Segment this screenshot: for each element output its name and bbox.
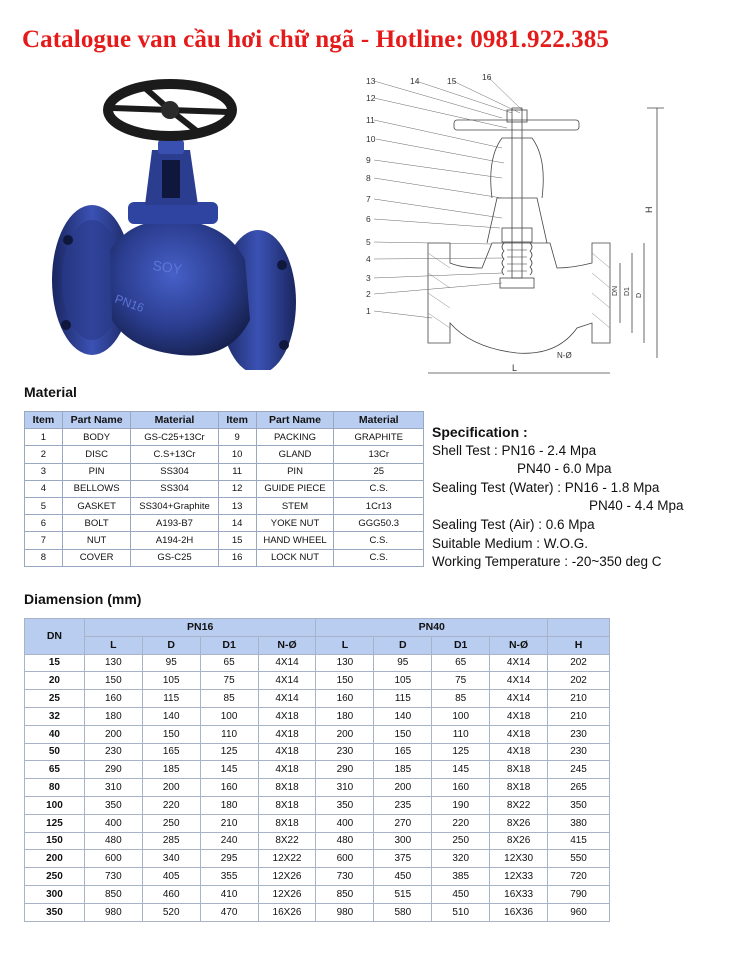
dimension-dn-cell: 300: [25, 885, 85, 903]
dimension-cell: 130: [84, 654, 142, 672]
material-cell: 6: [25, 515, 63, 532]
dimension-cell: 180: [316, 707, 374, 725]
dimension-cell: 4X14: [258, 654, 316, 672]
material-cell: SS304: [131, 463, 218, 480]
material-cell: GGG50.3: [334, 515, 424, 532]
dimension-cell: 450: [432, 885, 490, 903]
material-cell: SS304+Graphite: [131, 497, 218, 514]
dimension-cell: 105: [142, 672, 200, 690]
dimension-cell: 8X18: [258, 814, 316, 832]
dimension-cell: 480: [84, 832, 142, 850]
material-cell: NUT: [62, 532, 130, 549]
dimension-cell: 350: [548, 796, 610, 814]
dimension-cell: 95: [374, 654, 432, 672]
dimension-pn16-header: PN16: [84, 619, 316, 637]
dimension-cell: 450: [374, 868, 432, 886]
spec-line: Suitable Medium : W.O.G.: [432, 535, 589, 551]
dimension-dn-cell: 32: [25, 707, 85, 725]
dimension-dn-cell: 125: [25, 814, 85, 832]
material-cell: GASKET: [62, 497, 130, 514]
dimension-cell: 405: [142, 868, 200, 886]
dimension-cell: 160: [316, 690, 374, 708]
dimension-cell: 145: [432, 761, 490, 779]
dimension-row: [25, 814, 610, 832]
dimension-cell: 110: [432, 725, 490, 743]
dimension-dn-cell: 100: [25, 796, 85, 814]
dimension-cell: 160: [200, 779, 258, 797]
material-cell: 14: [218, 515, 256, 532]
material-header-row: [25, 412, 424, 429]
material-cell: 8: [25, 549, 63, 566]
material-col-header: Material: [131, 412, 218, 429]
dimension-cell: 16X36: [490, 903, 548, 921]
page-title: Catalogue van cầu hơi chữ ngã - Hotline: 0981.922.385: [22, 26, 609, 53]
dimension-cell: 480: [316, 832, 374, 850]
dimension-cell: 510: [432, 903, 490, 921]
material-cell: 10: [218, 446, 256, 463]
dimension-cell: 265: [548, 779, 610, 797]
dimension-cell: 850: [84, 885, 142, 903]
dimension-cell: 85: [432, 690, 490, 708]
photo-casting-text-1: SOY: [151, 257, 184, 278]
dimension-cell: 12X33: [490, 868, 548, 886]
material-cell: BELLOWS: [62, 480, 130, 497]
dimension-cell: 100: [432, 707, 490, 725]
material-cell: YOKE NUT: [256, 515, 334, 532]
material-cell: 12: [218, 480, 256, 497]
dim-label-h: H: [644, 206, 654, 213]
material-cell: PACKING: [256, 429, 334, 446]
dimension-dn-cell: 350: [25, 903, 85, 921]
dimension-cell: 320: [432, 850, 490, 868]
material-cell: 16: [218, 549, 256, 566]
dimension-cell: 4X18: [258, 707, 316, 725]
dimension-cell: 230: [316, 743, 374, 761]
dimension-cell: 4X18: [490, 743, 548, 761]
material-cell: 25: [334, 463, 424, 480]
dimension-cell: 210: [548, 690, 610, 708]
dimension-row: [25, 779, 610, 797]
material-cell: 15: [218, 532, 256, 549]
dimension-cell: 8X18: [258, 796, 316, 814]
dimension-cell: 16X26: [258, 903, 316, 921]
dimension-cell: 185: [374, 761, 432, 779]
dimension-cell: 380: [548, 814, 610, 832]
dimension-cell: 220: [142, 796, 200, 814]
dimension-cell: 150: [84, 672, 142, 690]
dimension-dn-cell: 150: [25, 832, 85, 850]
spec-line: PN40 - 6.0 Mpa: [517, 461, 612, 477]
dimension-col-header: D: [142, 636, 200, 654]
dimension-cell: 580: [374, 903, 432, 921]
material-cell: DISC: [62, 446, 130, 463]
dimension-cell: 4X18: [258, 725, 316, 743]
dimension-cell: 65: [200, 654, 258, 672]
callout-16: 16: [482, 72, 492, 82]
dimension-cell: 980: [316, 903, 374, 921]
material-cell: 1Cr13: [334, 497, 424, 514]
callout-10: 10: [366, 134, 376, 144]
material-cell: GS-C25: [131, 549, 218, 566]
material-table: [24, 411, 424, 567]
spec-line: PN40 - 4.4 Mpa: [589, 498, 684, 514]
dimension-col-header: N-Ø: [490, 636, 548, 654]
dimension-cell: 960: [548, 903, 610, 921]
dimension-cell: 150: [316, 672, 374, 690]
dimension-cell: 790: [548, 885, 610, 903]
dimension-row: [25, 707, 610, 725]
material-cell: BOLT: [62, 515, 130, 532]
dimension-dn-cell: 200: [25, 850, 85, 868]
dimension-cell: 300: [374, 832, 432, 850]
dimension-col-header: L: [316, 636, 374, 654]
dimension-cell: 270: [374, 814, 432, 832]
dimension-cell: 4X14: [258, 672, 316, 690]
material-cell: 5: [25, 497, 63, 514]
dimension-row: [25, 850, 610, 868]
dimension-col-header: N-Ø: [258, 636, 316, 654]
spec-line: Working Temperature : -20~350 deg C: [432, 554, 662, 570]
dimension-cell: 4X18: [490, 707, 548, 725]
spec-line: Shell Test : PN16 - 2.4 Mpa: [432, 442, 597, 458]
callout-14: 14: [410, 76, 420, 86]
callout-3: 3: [366, 273, 371, 283]
dimension-cell: 210: [200, 814, 258, 832]
dimension-cell: 400: [84, 814, 142, 832]
dimension-dn-cell: 15: [25, 654, 85, 672]
dimension-cell: 12X30: [490, 850, 548, 868]
valve-photo: [40, 70, 340, 370]
material-cell: 3: [25, 463, 63, 480]
material-cell: COVER: [62, 549, 130, 566]
callout-4: 4: [366, 254, 371, 264]
dimension-cell: 850: [316, 885, 374, 903]
material-cell: LOCK NUT: [256, 549, 334, 566]
material-row: [25, 532, 424, 549]
dimension-cell: 230: [548, 725, 610, 743]
dimension-col-header: L: [84, 636, 142, 654]
dimension-cell: 202: [548, 654, 610, 672]
dimension-cell: 165: [374, 743, 432, 761]
dimension-row: [25, 903, 610, 921]
dimension-cell: 75: [200, 672, 258, 690]
dimension-cell: 105: [374, 672, 432, 690]
dimension-dn-cell: 80: [25, 779, 85, 797]
material-row: [25, 549, 424, 566]
dimension-row: [25, 672, 610, 690]
dimension-cell: 185: [142, 761, 200, 779]
dimension-cell: 125: [200, 743, 258, 761]
dimension-cell: 130: [316, 654, 374, 672]
dimension-cell: 180: [84, 707, 142, 725]
material-cell: GRAPHITE: [334, 429, 424, 446]
dimension-cell: 720: [548, 868, 610, 886]
dimension-cell: 12X26: [258, 868, 316, 886]
dim-label-n: N-Ø: [557, 351, 572, 360]
dimension-cell: 16X33: [490, 885, 548, 903]
material-cell: SS304: [131, 480, 218, 497]
dimension-cell: 290: [84, 761, 142, 779]
callout-13: 13: [366, 76, 376, 86]
dimension-cell: 180: [200, 796, 258, 814]
dimension-cell: 110: [200, 725, 258, 743]
dimension-cell: 310: [84, 779, 142, 797]
dimension-dn-cell: 250: [25, 868, 85, 886]
dimension-cell: 220: [432, 814, 490, 832]
dimension-cell: 730: [84, 868, 142, 886]
dim-label-d1: D1: [624, 287, 631, 296]
dimension-cell: 4X18: [258, 743, 316, 761]
material-cell: C.S.: [334, 549, 424, 566]
callout-8: 8: [366, 173, 371, 183]
material-cell: 13Cr: [334, 446, 424, 463]
dimension-cell: 245: [548, 761, 610, 779]
material-cell: GUIDE PIECE: [256, 480, 334, 497]
material-row: [25, 515, 424, 532]
dimension-row: [25, 885, 610, 903]
spec-line: Sealing Test (Air) : 0.6 Mpa: [432, 516, 595, 532]
dimension-cell: 600: [316, 850, 374, 868]
dim-label-dn: DN: [612, 285, 619, 296]
dimension-cell: 65: [432, 654, 490, 672]
dimension-blank-header: [548, 619, 610, 637]
dimension-cell: 400: [316, 814, 374, 832]
dimension-cell: 415: [548, 832, 610, 850]
dimension-row: [25, 743, 610, 761]
dimension-cell: 8X22: [490, 796, 548, 814]
dimension-row: [25, 690, 610, 708]
dimension-cell: 230: [84, 743, 142, 761]
material-row: [25, 480, 424, 497]
callout-2: 2: [366, 289, 371, 299]
callout-6: 6: [366, 214, 371, 224]
dimension-cell: 165: [142, 743, 200, 761]
dimension-dn-cell: 25: [25, 690, 85, 708]
material-cell: 1: [25, 429, 63, 446]
dimension-cell: 75: [432, 672, 490, 690]
material-cell: A193-B7: [131, 515, 218, 532]
dimension-cell: 140: [374, 707, 432, 725]
dimension-cell: 4X14: [258, 690, 316, 708]
material-col-header: Part Name: [256, 412, 334, 429]
dimension-cell: 8X18: [490, 779, 548, 797]
dimension-cell: 190: [432, 796, 490, 814]
material-col-header: Item: [25, 412, 63, 429]
dimension-dn-cell: 65: [25, 761, 85, 779]
material-cell: HAND WHEEL: [256, 532, 334, 549]
dimension-cell: 240: [200, 832, 258, 850]
dimension-cell: 8X26: [490, 814, 548, 832]
valve-technical-drawing: [352, 68, 722, 388]
callout-12: 12: [366, 93, 376, 103]
dimension-cell: 150: [374, 725, 432, 743]
material-col-header: Material: [334, 412, 424, 429]
dimension-cell: 235: [374, 796, 432, 814]
callout-11: 11: [366, 115, 375, 125]
dimension-cell: 285: [142, 832, 200, 850]
dimension-col-header: D1: [432, 636, 490, 654]
dimension-table: [24, 618, 610, 922]
dimension-cell: 980: [84, 903, 142, 921]
dimension-cell: 150: [142, 725, 200, 743]
photo-casting-text-2: PN16: [112, 291, 146, 316]
dimension-cell: 350: [316, 796, 374, 814]
dimension-cell: 200: [142, 779, 200, 797]
dimension-cell: 310: [316, 779, 374, 797]
dimension-dn-cell: 40: [25, 725, 85, 743]
dimension-col-header: H: [548, 636, 610, 654]
material-col-header: Item: [218, 412, 256, 429]
dimension-cell: 375: [374, 850, 432, 868]
material-cell: C.S+13Cr: [131, 446, 218, 463]
material-cell: 4: [25, 480, 63, 497]
dimension-cell: 200: [84, 725, 142, 743]
dimension-cell: 410: [200, 885, 258, 903]
dimension-cell: 8X18: [490, 761, 548, 779]
dimension-cell: 550: [548, 850, 610, 868]
material-cell: PIN: [256, 463, 334, 480]
dimension-cell: 160: [432, 779, 490, 797]
material-cell: 11: [218, 463, 256, 480]
dimension-cell: 470: [200, 903, 258, 921]
material-row: [25, 429, 424, 446]
dimension-cell: 200: [316, 725, 374, 743]
spec-line: Sealing Test (Water) : PN16 - 1.8 Mpa: [432, 479, 660, 495]
dimension-col-header: D: [374, 636, 432, 654]
dimension-cell: 145: [200, 761, 258, 779]
material-row: [25, 463, 424, 480]
material-heading: Material: [24, 384, 77, 400]
dimension-cell: 115: [142, 690, 200, 708]
dim-label-l: L: [512, 363, 518, 373]
dimension-cell: 202: [548, 672, 610, 690]
dimension-dn-header: DN: [25, 619, 85, 655]
dimension-cell: 12X26: [258, 885, 316, 903]
specification-block: [432, 423, 732, 572]
dimension-cell: 250: [142, 814, 200, 832]
callout-1: 1: [366, 306, 371, 316]
callout-5: 5: [366, 237, 371, 247]
dimension-cell: 230: [548, 743, 610, 761]
dimension-pn40-header: PN40: [316, 619, 548, 637]
dim-label-d: D: [636, 292, 643, 298]
dimension-cell: 290: [316, 761, 374, 779]
dimension-dn-cell: 50: [25, 743, 85, 761]
dimension-row: [25, 796, 610, 814]
dimension-row: [25, 832, 610, 850]
dimension-cell: 4X14: [490, 654, 548, 672]
dimension-cell: 210: [548, 707, 610, 725]
dimension-row: [25, 654, 610, 672]
dimension-col-header: D1: [200, 636, 258, 654]
material-row: [25, 497, 424, 514]
callout-15: 15: [447, 76, 457, 86]
material-cell: 2: [25, 446, 63, 463]
material-row: [25, 446, 424, 463]
dimension-cell: 4X14: [490, 672, 548, 690]
dimension-dn-cell: 20: [25, 672, 85, 690]
material-cell: PIN: [62, 463, 130, 480]
dimension-cell: 200: [374, 779, 432, 797]
dimension-cell: 600: [84, 850, 142, 868]
dimension-cell: 730: [316, 868, 374, 886]
material-cell: C.S.: [334, 480, 424, 497]
dimension-row: [25, 725, 610, 743]
dimension-cell: 8X22: [258, 832, 316, 850]
material-cell: C.S.: [334, 532, 424, 549]
dimension-cell: 4X14: [490, 690, 548, 708]
material-cell: 7: [25, 532, 63, 549]
material-cell: BODY: [62, 429, 130, 446]
dimension-cell: 385: [432, 868, 490, 886]
material-cell: GS-C25+13Cr: [131, 429, 218, 446]
material-col-header: Part Name: [62, 412, 130, 429]
dimension-cell: 355: [200, 868, 258, 886]
dimension-cell: 100: [200, 707, 258, 725]
material-cell: GLAND: [256, 446, 334, 463]
specification-title: Specification :: [432, 424, 528, 440]
dimension-group-header-row: [25, 619, 610, 637]
dimension-cell: 4X18: [258, 761, 316, 779]
dimension-cell: 8X18: [258, 779, 316, 797]
dimension-cell: 95: [142, 654, 200, 672]
dimension-cell: 85: [200, 690, 258, 708]
dimension-cell: 160: [84, 690, 142, 708]
dimension-cell: 8X26: [490, 832, 548, 850]
dimension-cell: 340: [142, 850, 200, 868]
material-cell: 9: [218, 429, 256, 446]
material-cell: 13: [218, 497, 256, 514]
dimension-cell: 115: [374, 690, 432, 708]
dimension-sub-header-row: [25, 636, 610, 654]
callout-7: 7: [366, 194, 371, 204]
dimension-heading: Diamension (mm): [24, 591, 142, 607]
dimension-cell: 515: [374, 885, 432, 903]
dimension-row: [25, 868, 610, 886]
dimension-cell: 125: [432, 743, 490, 761]
dimension-cell: 350: [84, 796, 142, 814]
dimension-cell: 140: [142, 707, 200, 725]
dimension-row: [25, 761, 610, 779]
material-cell: STEM: [256, 497, 334, 514]
material-cell: A194-2H: [131, 532, 218, 549]
dimension-cell: 12X22: [258, 850, 316, 868]
dimension-cell: 520: [142, 903, 200, 921]
dimension-cell: 250: [432, 832, 490, 850]
dimension-cell: 460: [142, 885, 200, 903]
dimension-cell: 295: [200, 850, 258, 868]
callout-9: 9: [366, 155, 371, 165]
dimension-cell: 4X18: [490, 725, 548, 743]
